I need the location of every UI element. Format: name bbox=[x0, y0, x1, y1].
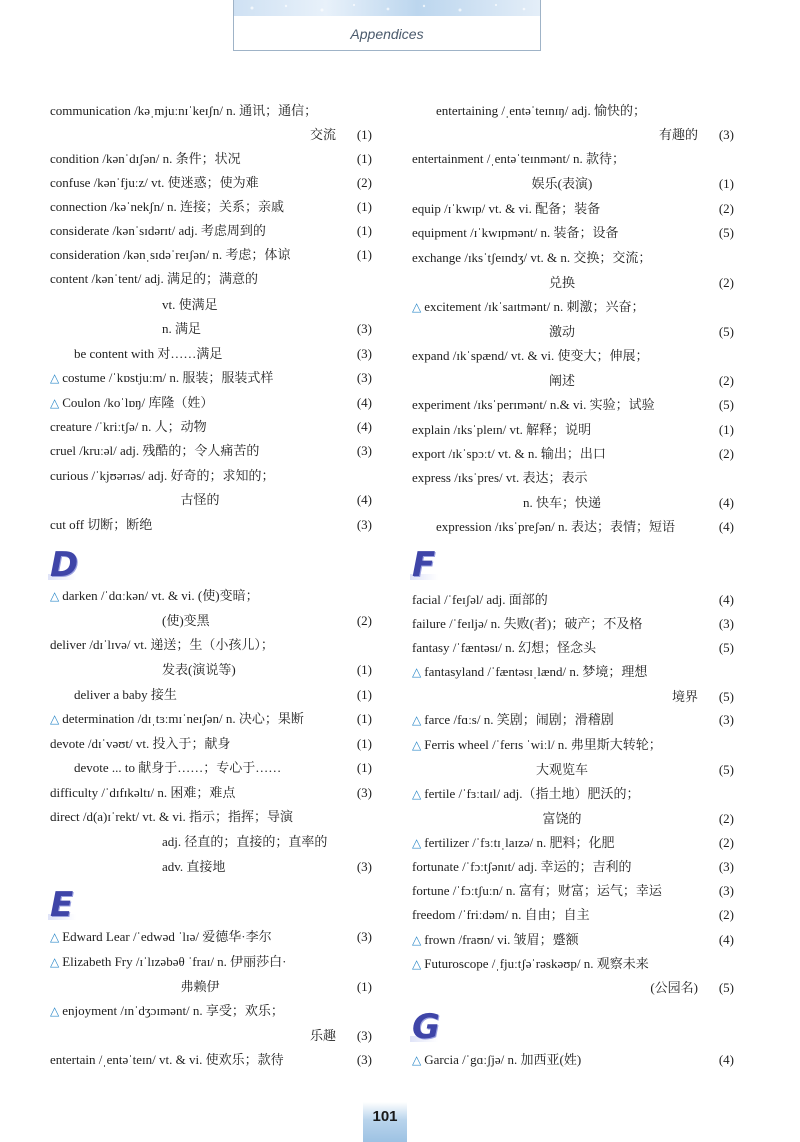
triangle-marker-icon: △ bbox=[412, 300, 422, 314]
glossary-entry bbox=[50, 343, 380, 365]
entry-text bbox=[412, 345, 649, 367]
entry-text bbox=[50, 244, 290, 266]
glossary-entry bbox=[50, 244, 380, 266]
glossary-entry bbox=[50, 708, 380, 730]
entry-definition: darken /ˈdɑːkən/ vt. & vi. (使)变暗； bbox=[62, 588, 259, 603]
glossary-entry bbox=[412, 492, 742, 514]
unit-number: (5) bbox=[718, 397, 734, 412]
entry-definition: entertain /ˌentəˈteɪn/ vt. & vi. 使欢乐；款待 bbox=[50, 1052, 284, 1067]
entry-definition: experiment /ɪksˈperɪmənt/ n.& vi. 实验；试验 bbox=[412, 397, 655, 412]
entry-definition: fortune /ˈfɔːtʃuːn/ n. 富有；财富；运气；幸运 bbox=[412, 883, 662, 898]
glossary-entry bbox=[50, 976, 380, 998]
entry-definition: devote ... to 献身于……；专心于…… bbox=[74, 760, 282, 775]
entry-text bbox=[412, 686, 698, 708]
unit-number: (1) bbox=[356, 736, 372, 751]
page-number: 101 bbox=[372, 1108, 398, 1125]
entry-text bbox=[50, 220, 266, 242]
triangle-marker-icon: △ bbox=[412, 665, 422, 679]
entry-definition: fantasyland /ˈfæntəsɪˌlænd/ n. 梦境；理想 bbox=[424, 664, 648, 679]
entry-definition: freedom /ˈfriːdəm/ n. 自由；自主 bbox=[412, 907, 590, 922]
entry-text bbox=[412, 272, 712, 294]
glossary-entry bbox=[412, 589, 742, 611]
unit-number: (2) bbox=[718, 201, 734, 216]
triangle-marker-icon: △ bbox=[412, 957, 422, 971]
entry-text bbox=[412, 467, 587, 489]
unit-number: (3) bbox=[718, 883, 734, 898]
glossary-entry bbox=[412, 272, 742, 294]
unit-number: (3) bbox=[718, 712, 734, 727]
entry-text bbox=[50, 733, 230, 755]
triangle-marker-icon: △ bbox=[50, 589, 60, 603]
entry-definition: cruel /kruːəl/ adj. 残酷的；令人痛苦的 bbox=[50, 443, 260, 458]
glossary-entry bbox=[412, 222, 742, 244]
entry-definition: consideration /kənˌsɪdəˈreɪʃən/ n. 考虑；体谅 bbox=[50, 247, 291, 262]
unit-number: (3) bbox=[356, 785, 372, 800]
entry-text bbox=[50, 100, 317, 122]
unit-number: (3) bbox=[356, 929, 372, 944]
entry-definition: 弗赖伊 bbox=[180, 979, 220, 994]
entry-text bbox=[412, 953, 649, 975]
glossary-entry bbox=[412, 321, 742, 343]
glossary-entry bbox=[412, 443, 742, 465]
entry-text bbox=[412, 613, 642, 635]
entry-definition: exchange /ɪksˈtʃeɪndʒ/ vt. & n. 交换；交流； bbox=[412, 250, 652, 265]
entry-text bbox=[412, 929, 579, 951]
entry-text bbox=[50, 268, 258, 290]
entry-text bbox=[50, 465, 275, 487]
entry-definition: 发表(演说等) bbox=[162, 662, 236, 677]
unit-number: (3) bbox=[718, 859, 734, 874]
entry-text bbox=[50, 392, 213, 414]
entry-text bbox=[412, 880, 662, 902]
glossary-entry bbox=[412, 661, 742, 683]
entry-definition: 兑换 bbox=[548, 275, 575, 290]
triangle-marker-icon: △ bbox=[50, 955, 60, 969]
entry-definition: 境界 bbox=[671, 689, 698, 704]
entry-definition: fortunate /ˈfɔːtʃənɪt/ adj. 幸运的；吉利的 bbox=[412, 859, 632, 874]
unit-number: (1) bbox=[718, 176, 734, 191]
entry-definition: costume /ˈkɒstjuːm/ n. 服装；服装式样 bbox=[62, 370, 274, 385]
entry-definition: fantasy /ˈfæntəsɪ/ n. 幻想；怪念头 bbox=[412, 640, 597, 655]
entry-definition: excitement /ɪkˈsaɪtmənt/ n. 刺激；兴奋； bbox=[424, 299, 645, 314]
glossary-entry bbox=[412, 709, 742, 731]
triangle-marker-icon: △ bbox=[50, 396, 60, 410]
entry-text bbox=[412, 709, 614, 731]
unit-number: (3) bbox=[356, 370, 372, 385]
entry-definition: curious /ˈkjʊərɪəs/ adj. 好奇的；求知的； bbox=[50, 468, 275, 483]
entry-text bbox=[412, 247, 651, 269]
entry-text bbox=[50, 1025, 336, 1047]
entry-text bbox=[162, 318, 201, 340]
unit-number: (5) bbox=[718, 980, 734, 995]
glossary-entry bbox=[50, 926, 380, 948]
glossary-entry bbox=[50, 1000, 380, 1022]
unit-number: (2) bbox=[718, 446, 734, 461]
entry-definition: (公园名) bbox=[650, 980, 698, 995]
triangle-marker-icon: △ bbox=[412, 713, 422, 727]
entry-definition: deliver /dɪˈlɪvə/ vt. 递送；生（小孩儿）； bbox=[50, 637, 274, 652]
glossary-entry bbox=[50, 782, 380, 804]
unit-number: (1) bbox=[356, 247, 372, 262]
entry-definition: 娱乐(表演) bbox=[531, 176, 593, 191]
entry-text bbox=[412, 1049, 581, 1071]
glossary-entry bbox=[412, 296, 742, 318]
unit-number: (3) bbox=[356, 321, 372, 336]
entry-text bbox=[50, 489, 350, 511]
entry-text bbox=[412, 222, 619, 244]
entry-text bbox=[50, 585, 259, 607]
entry-text bbox=[412, 783, 639, 805]
entry-text bbox=[162, 659, 236, 681]
glossary-entry bbox=[50, 100, 380, 122]
glossary-entry bbox=[412, 247, 742, 269]
entry-definition: determination /dɪˌtɜːmɪˈneɪʃən/ n. 决心；果断 bbox=[62, 711, 304, 726]
glossary-entry bbox=[412, 856, 742, 878]
unit-number: (3) bbox=[356, 1028, 372, 1043]
entry-definition: export /ɪkˈspɔːt/ vt. & n. 输出；出口 bbox=[412, 446, 606, 461]
unit-number: (2) bbox=[718, 373, 734, 388]
glossary-entry bbox=[50, 1025, 380, 1047]
unit-number: (3) bbox=[356, 859, 372, 874]
entry-text bbox=[412, 370, 712, 392]
glossary-entry bbox=[412, 198, 742, 220]
entry-text bbox=[74, 343, 222, 365]
unit-number: (5) bbox=[718, 689, 734, 704]
glossary-entry bbox=[412, 613, 742, 635]
unit-number: (1) bbox=[356, 979, 372, 994]
entry-text bbox=[412, 394, 655, 416]
entry-definition: 激动 bbox=[548, 324, 575, 339]
entry-definition: adv. 直接地 bbox=[162, 859, 226, 874]
glossary-entry bbox=[412, 759, 742, 781]
entry-text bbox=[50, 148, 241, 170]
glossary-entry bbox=[50, 856, 380, 878]
glossary-entry bbox=[412, 1049, 742, 1071]
page-number-tab bbox=[363, 1102, 407, 1142]
entry-definition: 古怪的 bbox=[180, 492, 220, 507]
unit-number: (1) bbox=[356, 151, 372, 166]
entry-definition: equip /ɪˈkwɪp/ vt. & vi. 配备；装备 bbox=[412, 201, 601, 216]
glossary-entry bbox=[412, 904, 742, 926]
glossary-entry bbox=[50, 489, 380, 511]
entry-text bbox=[50, 926, 272, 948]
unit-number: (3) bbox=[356, 443, 372, 458]
unit-number: (1) bbox=[718, 422, 734, 437]
entry-text bbox=[50, 976, 350, 998]
entry-text bbox=[50, 196, 284, 218]
unit-number: (2) bbox=[718, 907, 734, 922]
entry-definition: 大观览车 bbox=[535, 762, 588, 777]
entry-definition: 乐趣 bbox=[309, 1028, 336, 1043]
header-decorative-pattern bbox=[234, 0, 540, 16]
glossary-entry bbox=[50, 757, 380, 779]
entry-text bbox=[50, 782, 235, 804]
header-title: Appendices bbox=[350, 26, 424, 42]
entry-text bbox=[50, 708, 304, 730]
entry-definition: Coulon /koˈlɒŋ/ 库隆（姓） bbox=[62, 395, 214, 410]
glossary-entry bbox=[50, 172, 380, 194]
triangle-marker-icon: △ bbox=[50, 1004, 60, 1018]
glossary-entry bbox=[412, 173, 742, 195]
entry-text bbox=[412, 443, 606, 465]
unit-number: (1) bbox=[356, 711, 372, 726]
unit-number: (4) bbox=[356, 492, 372, 507]
unit-number: (3) bbox=[356, 346, 372, 361]
unit-number: (5) bbox=[718, 640, 734, 655]
entry-text bbox=[162, 856, 225, 878]
entry-text bbox=[412, 904, 590, 926]
entry-definition: 交流 bbox=[309, 127, 336, 142]
unit-number: (5) bbox=[718, 762, 734, 777]
glossary-entry bbox=[50, 585, 380, 607]
entry-text bbox=[412, 832, 615, 854]
unit-number: (1) bbox=[356, 223, 372, 238]
section-letter-d: D bbox=[50, 545, 79, 585]
entry-text bbox=[412, 173, 712, 195]
entry-text bbox=[74, 757, 281, 779]
unit-number: (3) bbox=[718, 616, 734, 631]
glossary-entry bbox=[412, 345, 742, 367]
glossary-entry bbox=[50, 220, 380, 242]
unit-number: (3) bbox=[356, 1052, 372, 1067]
entry-definition: adj. 径直的；直接的；直率的 bbox=[162, 834, 328, 849]
glossary-entry bbox=[50, 268, 380, 290]
entry-definition: direct /d(a)ɪˈrekt/ vt. & vi. 指示；指挥；导演 bbox=[50, 809, 293, 824]
entry-text bbox=[412, 589, 548, 611]
unit-number: (4) bbox=[718, 592, 734, 607]
entry-definition: failure /ˈfeɪljə/ n. 失败(者)；破产；不及格 bbox=[412, 616, 643, 631]
unit-number: (1) bbox=[356, 199, 372, 214]
unit-number: (4) bbox=[356, 419, 372, 434]
glossary-entry bbox=[412, 808, 742, 830]
entry-text bbox=[412, 856, 632, 878]
triangle-marker-icon: △ bbox=[412, 836, 422, 850]
entry-text bbox=[412, 661, 647, 683]
section-letter-e: E bbox=[50, 885, 74, 925]
entry-definition: enjoyment /ɪnˈdʒɔɪmənt/ n. 享受；欢乐； bbox=[62, 1003, 284, 1018]
glossary-entry bbox=[412, 977, 742, 999]
glossary-entry bbox=[412, 953, 742, 975]
unit-number: (2) bbox=[718, 835, 734, 850]
entry-definition: content /kənˈtent/ adj. 满足的；满意的 bbox=[50, 271, 258, 286]
entry-definition: condition /kənˈdɪʃən/ n. 条件；状况 bbox=[50, 151, 241, 166]
glossary-entry bbox=[412, 100, 742, 122]
glossary-entry bbox=[50, 392, 380, 414]
glossary-entry bbox=[412, 929, 742, 951]
entry-text bbox=[412, 734, 662, 756]
entry-definition: creature /ˈkriːtʃə/ n. 人；动物 bbox=[50, 419, 207, 434]
unit-number: (1) bbox=[356, 760, 372, 775]
glossary-entry bbox=[50, 659, 380, 681]
entry-text bbox=[50, 951, 287, 973]
glossary-entry bbox=[50, 733, 380, 755]
glossary-entry bbox=[50, 440, 380, 462]
entry-text bbox=[412, 759, 712, 781]
entry-definition: Edward Lear /ˈedwəd ˈlɪə/ 爱德华·李尔 bbox=[62, 929, 272, 944]
unit-number: (2) bbox=[356, 175, 372, 190]
entry-text bbox=[50, 514, 152, 536]
glossary-entry bbox=[412, 734, 742, 756]
unit-number: (4) bbox=[718, 932, 734, 947]
glossary-entry bbox=[412, 467, 742, 489]
entry-text bbox=[412, 492, 712, 514]
glossary-entry bbox=[50, 951, 380, 973]
glossary-entry bbox=[412, 124, 742, 146]
entry-definition: n. 满足 bbox=[162, 321, 202, 336]
unit-number: (3) bbox=[718, 127, 734, 142]
glossary-entry bbox=[50, 684, 380, 706]
entry-text bbox=[74, 684, 177, 706]
glossary-entry bbox=[412, 880, 742, 902]
entry-text bbox=[50, 806, 293, 828]
triangle-marker-icon: △ bbox=[412, 738, 422, 752]
entry-text bbox=[436, 100, 646, 122]
unit-number: (4) bbox=[718, 1052, 734, 1067]
unit-number: (4) bbox=[718, 519, 734, 534]
glossary-entry bbox=[412, 419, 742, 441]
entry-definition: confuse /kənˈfjuːz/ vt. 使迷惑；使为难 bbox=[50, 175, 259, 190]
entry-definition: frown /fraʊn/ vi. 皱眉；蹙额 bbox=[424, 932, 579, 947]
unit-number: (2) bbox=[718, 275, 734, 290]
entry-definition: connection /kəˈnekʃn/ n. 连接；关系；亲戚 bbox=[50, 199, 284, 214]
glossary-entry bbox=[412, 516, 742, 538]
entry-definition: 阐述 bbox=[548, 373, 575, 388]
entry-definition: 有趣的 bbox=[658, 127, 698, 142]
entry-definition: Ferris wheel /ˈferɪs ˈwiːl/ n. 弗里斯大转轮； bbox=[424, 737, 662, 752]
entry-definition: vt. 使满足 bbox=[162, 297, 218, 312]
glossary-entry bbox=[50, 1049, 380, 1071]
entry-text bbox=[412, 198, 600, 220]
glossary-entry bbox=[412, 686, 742, 708]
entry-definition: difficulty /ˈdɪfɪkəltɪ/ n. 困难；难点 bbox=[50, 785, 236, 800]
glossary-entry bbox=[50, 367, 380, 389]
entry-definition: facial /ˈfeɪʃəl/ adj. 面部的 bbox=[412, 592, 548, 607]
entry-text bbox=[412, 808, 712, 830]
entry-text bbox=[412, 296, 644, 318]
glossary-entry bbox=[50, 148, 380, 170]
entry-text bbox=[436, 516, 675, 538]
entry-definition: (使)变黑 bbox=[162, 613, 210, 628]
entry-definition: entertainment /ˌentəˈteɪnmənt/ n. 款待； bbox=[412, 151, 625, 166]
entry-definition: farce /fɑːs/ n. 笑剧；闹剧；滑稽剧 bbox=[424, 712, 614, 727]
entry-definition: be content with 对……满足 bbox=[74, 346, 223, 361]
entry-text bbox=[412, 637, 596, 659]
entry-definition: entertaining /ˌentəˈteɪnɪŋ/ adj. 愉快的； bbox=[436, 103, 647, 118]
entry-definition: cut off 切断；断绝 bbox=[50, 517, 153, 532]
glossary-entry bbox=[412, 783, 742, 805]
entry-text bbox=[50, 440, 259, 462]
entry-definition: expression /ɪksˈpreʃən/ n. 表达；表情；短语 bbox=[436, 519, 676, 534]
unit-number: (2) bbox=[356, 613, 372, 628]
glossary-entry bbox=[412, 394, 742, 416]
unit-number: (4) bbox=[356, 395, 372, 410]
entry-definition: fertile /ˈfɜːtaɪl/ adj.（指土地）肥沃的； bbox=[424, 786, 640, 801]
glossary-entry bbox=[50, 124, 380, 146]
glossary-entry bbox=[50, 465, 380, 487]
glossary-entry bbox=[412, 370, 742, 392]
entry-text bbox=[50, 124, 336, 146]
unit-number: (4) bbox=[718, 495, 734, 510]
entry-definition: equipment /ɪˈkwɪpmənt/ n. 装备；设备 bbox=[412, 225, 619, 240]
glossary-entry bbox=[412, 637, 742, 659]
glossary-entry bbox=[412, 148, 742, 170]
triangle-marker-icon: △ bbox=[50, 371, 60, 385]
section-header bbox=[233, 0, 541, 51]
glossary-entry bbox=[412, 832, 742, 854]
entry-definition: considerate /kənˈsɪdərɪt/ adj. 考虑周到的 bbox=[50, 223, 266, 238]
glossary-entry bbox=[50, 806, 380, 828]
entry-text bbox=[412, 977, 698, 999]
glossary-entry bbox=[50, 416, 380, 438]
unit-number: (1) bbox=[356, 662, 372, 677]
entry-text bbox=[50, 172, 259, 194]
unit-number: (1) bbox=[356, 687, 372, 702]
triangle-marker-icon: △ bbox=[412, 933, 422, 947]
entry-definition: n. 快车；快递 bbox=[522, 495, 601, 510]
entry-text bbox=[412, 148, 625, 170]
entry-definition: expand /ɪkˈspænd/ vt. & vi. 使变大；伸展； bbox=[412, 348, 649, 363]
glossary-entry bbox=[50, 634, 380, 656]
entry-text bbox=[162, 831, 327, 853]
unit-number: (3) bbox=[356, 517, 372, 532]
unit-number: (2) bbox=[718, 811, 734, 826]
glossary-entry bbox=[50, 831, 380, 853]
entry-definition: devote /dɪˈvəʊt/ vt. 投入于；献身 bbox=[50, 736, 231, 751]
glossary-entry bbox=[50, 294, 380, 316]
entry-definition: explain /ɪksˈpleɪn/ vt. 解释；说明 bbox=[412, 422, 592, 437]
entry-text bbox=[162, 610, 210, 632]
entry-text bbox=[162, 294, 218, 316]
triangle-marker-icon: △ bbox=[412, 787, 422, 801]
unit-number: (5) bbox=[718, 324, 734, 339]
entry-text bbox=[412, 419, 591, 441]
glossary-entry bbox=[50, 610, 380, 632]
entry-text bbox=[412, 321, 712, 343]
unit-number: (1) bbox=[356, 127, 372, 142]
entry-text bbox=[50, 634, 274, 656]
entry-text bbox=[50, 416, 207, 438]
entry-text bbox=[412, 124, 698, 146]
entry-definition: communication /kəˌmjuːnɪˈkeɪʃn/ n. 通讯；通信； bbox=[50, 103, 318, 118]
entry-definition: deliver a baby 接生 bbox=[74, 687, 177, 702]
triangle-marker-icon: △ bbox=[50, 712, 60, 726]
section-letter-g: G bbox=[412, 1007, 440, 1047]
entry-definition: 富饶的 bbox=[542, 811, 582, 826]
entry-text bbox=[50, 367, 273, 389]
entry-definition: Elizabeth Fry /ɪˈlɪzəbəθ ˈfraɪ/ n. 伊丽莎白· bbox=[62, 954, 287, 969]
entry-definition: Futuroscope /ˌfjuːtʃəˈrəskəʊp/ n. 观察未来 bbox=[424, 956, 649, 971]
triangle-marker-icon: △ bbox=[50, 930, 60, 944]
entry-definition: Garcia /ˈgɑːʃjə/ n. 加西亚(姓) bbox=[424, 1052, 582, 1067]
triangle-marker-icon: △ bbox=[412, 1053, 422, 1067]
entry-definition: fertilizer /ˈfɜːtɪˌlaɪzə/ n. 肥料；化肥 bbox=[424, 835, 615, 850]
entry-text bbox=[50, 1049, 284, 1071]
entry-text bbox=[50, 1000, 284, 1022]
glossary-entry bbox=[50, 196, 380, 218]
unit-number: (5) bbox=[718, 225, 734, 240]
glossary-entry bbox=[50, 318, 380, 340]
glossary-entry bbox=[50, 514, 380, 536]
entry-definition: express /ɪksˈpres/ vt. 表达；表示 bbox=[412, 470, 588, 485]
section-letter-f: F bbox=[412, 545, 436, 585]
